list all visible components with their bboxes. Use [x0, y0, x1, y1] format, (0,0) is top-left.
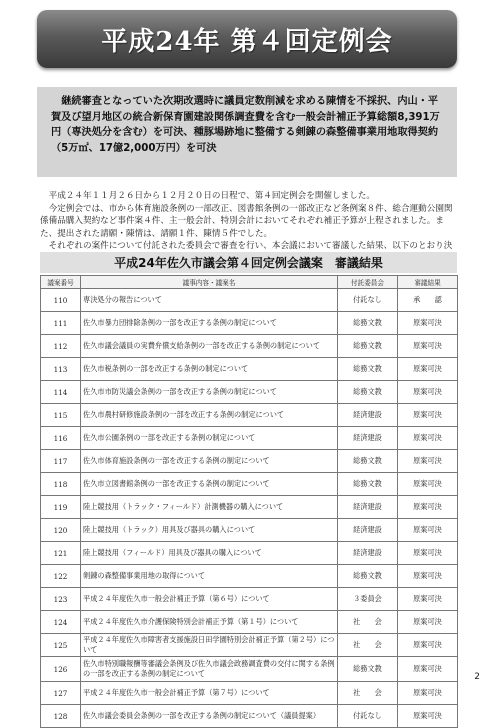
row-committee: 社 会 [338, 682, 398, 705]
row-content: 佐久市暴力団排除条例の一部を改正する条例の制定について [81, 312, 338, 335]
row-committee: 経済建設 [338, 519, 398, 542]
row-content: 佐久市議会委員会条例の一部を改正する条例の制定について（議員提案） [81, 705, 338, 728]
header-committee: 付託委員会 [338, 276, 398, 289]
row-result: 原案可決 [398, 427, 458, 450]
row-content: 佐久市農村研修施設条例の一部を改正する条例の制定について [81, 404, 338, 427]
row-committee: 総務文教 [338, 565, 398, 588]
row-num: 115 [41, 404, 81, 427]
row-result: 原案可決 [398, 611, 458, 634]
table-row [41, 519, 458, 542]
row-content: 平成２４年度佐久市障害者支援施設日田学園特別会計補正予算（第２号）について [81, 634, 338, 657]
table-row [41, 289, 458, 312]
row-num: 125 [41, 634, 81, 657]
table-row [41, 381, 458, 404]
row-num: 116 [41, 427, 81, 450]
row-result: 原案可決 [398, 358, 458, 381]
row-result: 原案可決 [398, 542, 458, 565]
table-row [41, 611, 458, 634]
row-content: 陸上競技用（トラック・フィールド）計測機器の購入について [81, 496, 338, 519]
row-result: 原案可決 [398, 657, 458, 682]
summary-text: 継続審査となっていた次期改選時に議員定数削減を求める陳情を不採択、内山・平賀及び望月地区の統合新保育園建設関係調査費を含む一般会計補正予算総額8,391万円（専決処分を含む）を可決、種豚場跡地に整備する剣錬の森整備事業用地取得契約（5万㎡、17億2,000万円）を可決 [51, 96, 440, 154]
table-row [41, 358, 458, 381]
row-num: 117 [41, 450, 81, 473]
table-row [41, 473, 458, 496]
row-content: 佐久市税条例の一部を改正する条例の制定について [81, 358, 338, 381]
table-row [41, 404, 458, 427]
row-committee: 経済建設 [338, 496, 398, 519]
table-row [41, 588, 458, 611]
row-content: 平成２４年度佐久市介護保険特別会計補正予算（第１号）について [81, 611, 338, 634]
row-content: 平成２４年度佐久市一般会計補正予算（第６号）について [81, 588, 338, 611]
header-num: 議案番号 [41, 276, 81, 289]
page-title: 平成24年 第４回定例会 [101, 26, 393, 57]
table-row [41, 496, 458, 519]
header-content: 議事内容・議案名 [81, 276, 338, 289]
row-content: 平成２４年度佐久市一般会計補正予算（第７号）について [81, 682, 338, 705]
table-row [41, 335, 458, 358]
row-result: 原案可決 [398, 565, 458, 588]
row-committee: 総務文教 [338, 473, 398, 496]
row-committee: ３委員会 [338, 588, 398, 611]
row-num: 121 [41, 542, 81, 565]
row-result: 原案可決 [398, 381, 458, 404]
table-row [41, 312, 458, 335]
row-result: 原案可決 [398, 682, 458, 705]
row-committee: 総務文教 [338, 335, 398, 358]
title-banner [37, 10, 457, 68]
row-num: 120 [41, 519, 81, 542]
header-result: 審議結果 [398, 276, 458, 289]
body-paragraph: それぞれの案件について付託された委員会で審査を行い、本会議において審議した結果、以下のとおり決 [48, 241, 453, 252]
row-result: 原案可決 [398, 450, 458, 473]
row-content: 佐久市公園条例の一部を改正する条例の制定について [81, 427, 338, 450]
row-content: 佐久市議会議員の実費弁償支給条例の一部を改正する条例の制定について [81, 335, 338, 358]
row-result: 原案可決 [398, 404, 458, 427]
row-content: 佐久市立図書館条例の一部を改正する条例の制定について [81, 473, 338, 496]
row-committee: 社 会 [338, 634, 398, 657]
table-header-row [41, 276, 458, 289]
row-committee: 総務文教 [338, 312, 398, 335]
table-row [41, 657, 458, 682]
row-committee: 総務文教 [338, 381, 398, 404]
row-committee: 経済建設 [338, 542, 398, 565]
row-num: 127 [41, 682, 81, 705]
table-row [41, 427, 458, 450]
body-paragraph: 平成２４年１１月２６日から１２月２０日の日程で、第４回定例会を開催しました。 [48, 191, 375, 201]
row-result: 原案可決 [398, 335, 458, 358]
row-content: 剣錬の森整備事業用地の取得について [81, 565, 338, 588]
row-num: 118 [41, 473, 81, 496]
row-committee: 経済建設 [338, 404, 398, 427]
row-committee: 付託なし [338, 289, 398, 312]
table-row [41, 682, 458, 705]
table-row [41, 565, 458, 588]
row-result: 承 認 [398, 289, 458, 312]
page-number: 2 [474, 672, 480, 682]
table-row [41, 450, 458, 473]
row-result: 原案可決 [398, 634, 458, 657]
row-result: 原案可決 [398, 496, 458, 519]
row-result: 原案可決 [398, 705, 458, 728]
row-num: 119 [41, 496, 81, 519]
row-content: 佐久市特別職報酬等審議会条例及び佐久市議会政務調査費の交付に関する条例の一部を改正する条例の制定について [81, 657, 338, 682]
row-content: 佐久市市防災議会条例の一部を改正する条例の制定について [81, 381, 338, 404]
row-result: 原案可決 [398, 588, 458, 611]
row-result: 原案可決 [398, 473, 458, 496]
row-num: 110 [41, 289, 81, 312]
row-committee: 付託なし [338, 705, 398, 728]
row-content: 陸上競技用（トラック）用具及び器具の購入について [81, 519, 338, 542]
row-num: 123 [41, 588, 81, 611]
results-table [40, 275, 458, 728]
row-num: 112 [41, 335, 81, 358]
row-committee: 社 会 [338, 611, 398, 634]
row-committee: 総務文教 [338, 450, 398, 473]
row-num: 124 [41, 611, 81, 634]
row-committee: 経済建設 [338, 427, 398, 450]
row-committee: 総務文教 [338, 657, 398, 682]
table-title-text: 平成24年佐久市議会第４回定例会議案 審議結果 [114, 256, 383, 270]
row-committee: 総務文教 [338, 358, 398, 381]
row-content: 専決処分の報告について [81, 289, 338, 312]
table-row [41, 542, 458, 565]
body-paragraph: 今定例会では、市から体育施設条例の一部改正、図書館条例の一部改正など条例案８件、総合運動公園関係備品購入契約など事件案４件、主一般会計、特別会計においてそれぞれ補正予算が上程されました。また、提出された請願・陳情は、請願１件、陳情５件でした。 [40, 203, 453, 239]
row-num: 128 [41, 705, 81, 728]
row-result: 原案可決 [398, 519, 458, 542]
row-num: 111 [41, 312, 81, 335]
summary-box [37, 87, 457, 177]
row-num: 122 [41, 565, 81, 588]
row-num: 113 [41, 358, 81, 381]
row-content: 佐久市体育施設条例の一部を改正する条例の制定について [81, 450, 338, 473]
row-content: 陸上競技用（フィールド）用具及び器具の購入について [81, 542, 338, 565]
table-row [41, 634, 458, 657]
row-num: 126 [41, 657, 81, 682]
row-result: 原案可決 [398, 312, 458, 335]
table-title [40, 252, 457, 273]
row-num: 114 [41, 381, 81, 404]
table-row [41, 705, 458, 728]
